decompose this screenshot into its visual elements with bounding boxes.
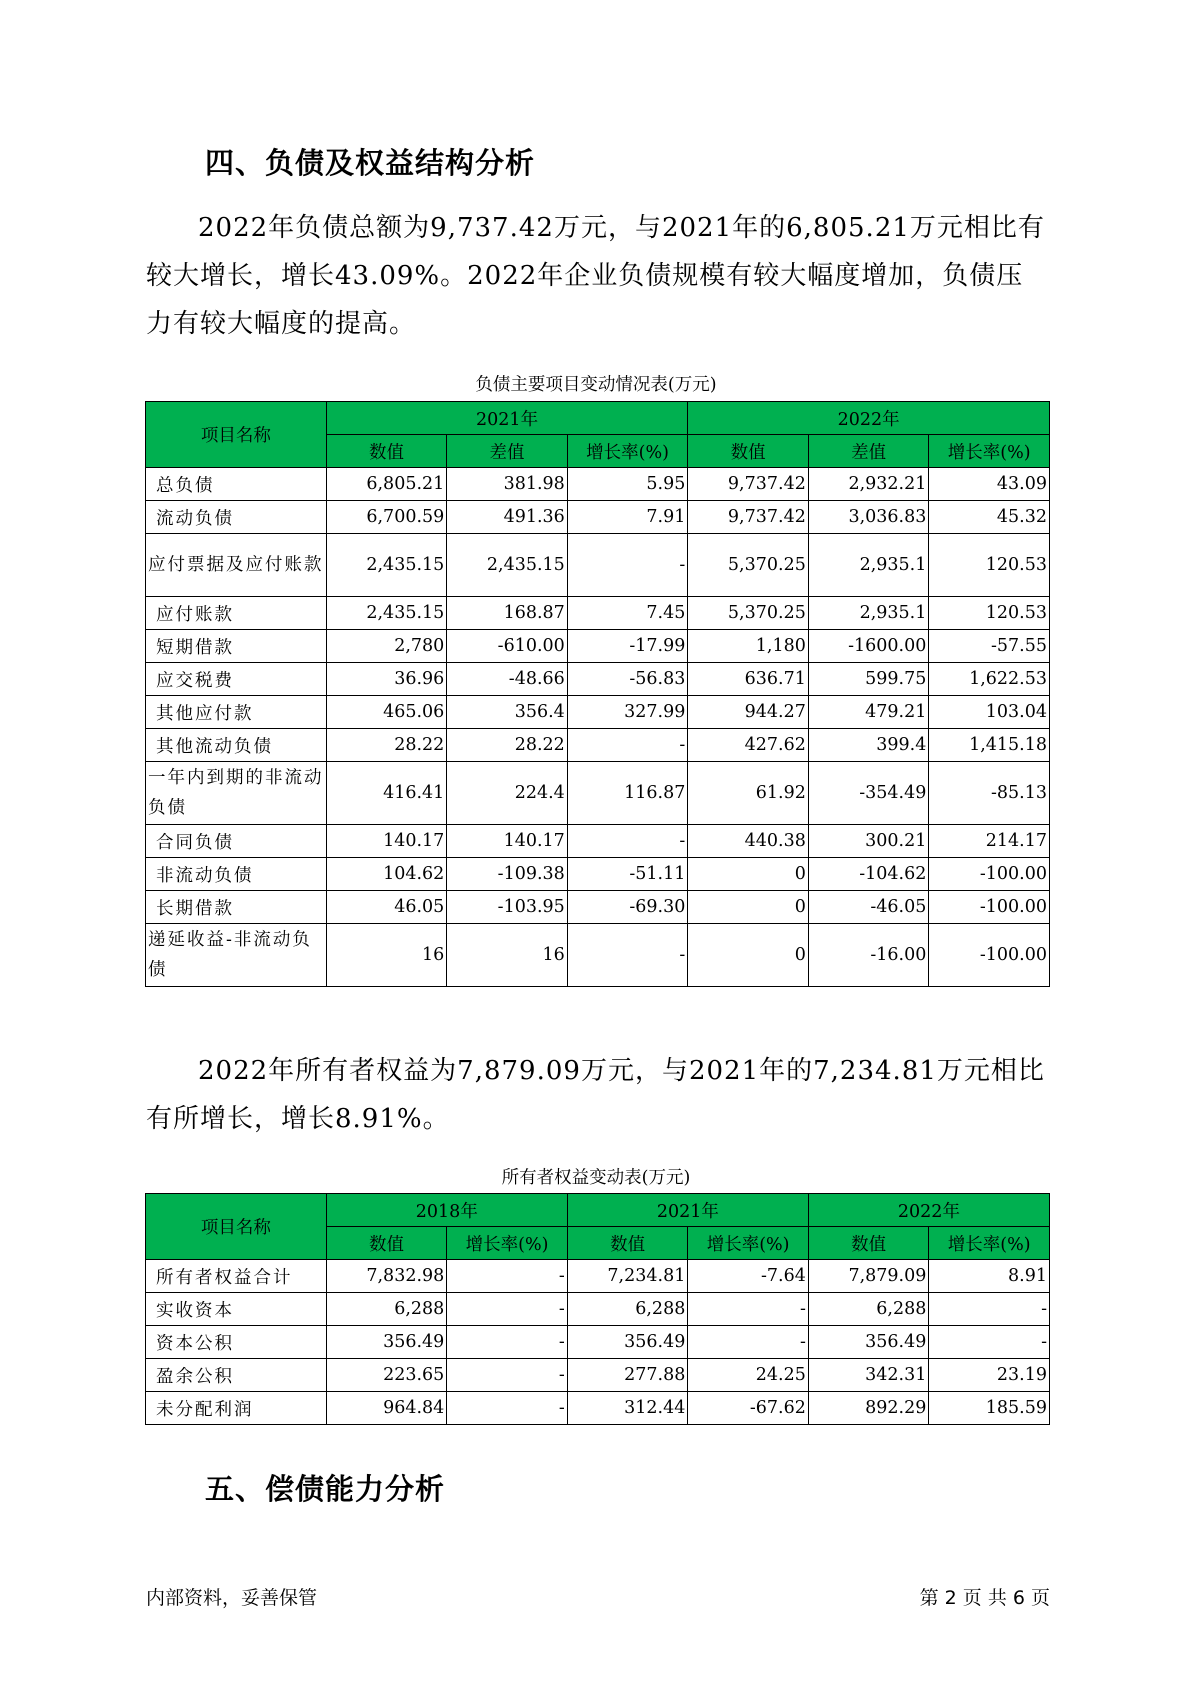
table-cell: -100.00 (929, 924, 1050, 987)
row-label: 长期借款 (146, 891, 327, 924)
table-cell: -69.30 (567, 891, 688, 924)
table-cell: 356.49 (808, 1326, 929, 1359)
table-cell: 185.59 (929, 1392, 1050, 1425)
table-cell: 0 (688, 924, 809, 987)
column-header: 数值 (808, 1227, 929, 1260)
table-cell: 43.09 (929, 468, 1050, 501)
row-label: 盈余公积 (146, 1359, 327, 1392)
year-header: 2021年 (326, 402, 688, 435)
table-row (146, 762, 1050, 825)
table-row (146, 858, 1050, 891)
table-cell: 0 (688, 891, 809, 924)
row-label: 所有者权益合计 (146, 1260, 327, 1293)
table-cell: -48.66 (447, 663, 568, 696)
table-cell: 944.27 (688, 696, 809, 729)
table-cell: 5,370.25 (688, 597, 809, 630)
table-row (146, 696, 1050, 729)
table-cell: 168.87 (447, 597, 568, 630)
table-row (146, 630, 1050, 663)
table-cell: 120.53 (929, 597, 1050, 630)
table-row (146, 501, 1050, 534)
table-cell: -109.38 (447, 858, 568, 891)
row-label: 短期借款 (146, 630, 327, 663)
table-cell: 1,415.18 (929, 729, 1050, 762)
table-cell: 2,932.21 (808, 468, 929, 501)
table-cell: 1,622.53 (929, 663, 1050, 696)
row-label: 资本公积 (146, 1326, 327, 1359)
section-heading: 四、负债及权益结构分析 (205, 146, 536, 180)
year-header: 2022年 (808, 1194, 1049, 1227)
footer-page-number: 第 2 页 共 6 页 (919, 1587, 1050, 1609)
table-cell: -67.62 (688, 1392, 809, 1425)
table-cell: - (929, 1293, 1050, 1326)
table-cell: - (447, 1326, 568, 1359)
column-header: 数值 (326, 1227, 447, 1260)
table-row (146, 1260, 1050, 1293)
table-cell: 140.17 (447, 825, 568, 858)
table-cell: -354.49 (808, 762, 929, 825)
table-cell: 6,700.59 (326, 501, 447, 534)
table-cell: 7.91 (567, 501, 688, 534)
table-cell: 7,879.09 (808, 1260, 929, 1293)
table-row (146, 924, 1050, 987)
table-cell: - (567, 825, 688, 858)
table-cell: 3,036.83 (808, 501, 929, 534)
table-cell: 224.4 (447, 762, 568, 825)
row-label: 递延收益-非流动负债 (146, 924, 327, 987)
name-header: 项目名称 (146, 402, 327, 468)
table-cell: 479.21 (808, 696, 929, 729)
table-cell: - (567, 924, 688, 987)
row-label: 一年内到期的非流动负债 (146, 762, 327, 825)
table-cell: 892.29 (808, 1392, 929, 1425)
column-header: 数值 (567, 1227, 688, 1260)
table-cell: 46.05 (326, 891, 447, 924)
table-cell: 120.53 (929, 534, 1050, 597)
row-label: 应付票据及应付账款 (146, 534, 327, 597)
table-cell: -16.00 (808, 924, 929, 987)
table-cell: 24.25 (688, 1359, 809, 1392)
column-header: 数值 (326, 435, 447, 468)
row-label: 其他流动负债 (146, 729, 327, 762)
table-cell: - (447, 1260, 568, 1293)
table-row (146, 1392, 1050, 1425)
table-cell: 2,435.15 (447, 534, 568, 597)
table-row (146, 468, 1050, 501)
table-cell: 277.88 (567, 1359, 688, 1392)
liability-table (145, 401, 1050, 987)
table-cell: -1600.00 (808, 630, 929, 663)
table-cell: 6,288 (567, 1293, 688, 1326)
equity-table (145, 1193, 1050, 1425)
table-caption: 所有者权益变动表(万元) (501, 1168, 691, 1188)
table-cell: 16 (326, 924, 447, 987)
table-cell: 28.22 (447, 729, 568, 762)
year-header: 2018年 (326, 1194, 567, 1227)
table-cell: 599.75 (808, 663, 929, 696)
table-cell: 61.92 (688, 762, 809, 825)
column-header: 数值 (688, 435, 809, 468)
table-cell: 6,288 (326, 1293, 447, 1326)
table-cell: 416.41 (326, 762, 447, 825)
table-cell: 381.98 (447, 468, 568, 501)
column-header: 差值 (447, 435, 568, 468)
table-cell: 2,435.15 (326, 597, 447, 630)
table-cell: - (688, 1326, 809, 1359)
table-row (146, 597, 1050, 630)
table-cell: 356.49 (567, 1326, 688, 1359)
table-cell: 223.65 (326, 1359, 447, 1392)
liability-summary-paragraph: 2022年负债总额为9,737.42万元，与2021年的6,805.21万元相比有较大增长，增长43.09%。2022年企业负债规模有较大幅度增加，负债压力有较大幅度的提高。 (146, 213, 1045, 339)
table-cell: 9,737.42 (688, 468, 809, 501)
table-cell: 6,805.21 (326, 468, 447, 501)
table-cell: 2,780 (326, 630, 447, 663)
table-cell: 7,832.98 (326, 1260, 447, 1293)
table-cell: 465.06 (326, 696, 447, 729)
table-cell: - (567, 729, 688, 762)
row-label: 非流动负债 (146, 858, 327, 891)
table-cell: -103.95 (447, 891, 568, 924)
table-cell: 300.21 (808, 825, 929, 858)
table-row (146, 663, 1050, 696)
table-cell: 23.19 (929, 1359, 1050, 1392)
table-cell: 214.17 (929, 825, 1050, 858)
table-cell: 440.38 (688, 825, 809, 858)
name-header: 项目名称 (146, 1194, 327, 1260)
section-heading: 五、偿债能力分析 (205, 1472, 446, 1506)
table-cell: 8.91 (929, 1260, 1050, 1293)
table-cell: 104.62 (326, 858, 447, 891)
table-cell: - (447, 1293, 568, 1326)
year-header: 2021年 (567, 1194, 808, 1227)
table-cell: -610.00 (447, 630, 568, 663)
row-label: 流动负债 (146, 501, 327, 534)
table-cell: - (447, 1392, 568, 1425)
row-label: 其他应付款 (146, 696, 327, 729)
table-cell: 342.31 (808, 1359, 929, 1392)
table-cell: -57.55 (929, 630, 1050, 663)
table-cell: - (447, 1359, 568, 1392)
footer-confidential-note: 内部资料，妥善保管 (146, 1587, 318, 1609)
table-cell: -17.99 (567, 630, 688, 663)
column-header: 差值 (808, 435, 929, 468)
table-cell: 6,288 (808, 1293, 929, 1326)
table-cell: 327.99 (567, 696, 688, 729)
table-row (146, 825, 1050, 858)
table-cell: -7.64 (688, 1260, 809, 1293)
table-cell: 16 (447, 924, 568, 987)
table-cell: 356.4 (447, 696, 568, 729)
table-cell: - (567, 534, 688, 597)
table-cell: 5.95 (567, 468, 688, 501)
table-row (146, 1326, 1050, 1359)
table-cell: 636.71 (688, 663, 809, 696)
table-cell: 9,737.42 (688, 501, 809, 534)
table-row (146, 1359, 1050, 1392)
table-cell: 2,435.15 (326, 534, 447, 597)
column-header: 增长率(%) (567, 435, 688, 468)
table-cell: 45.32 (929, 501, 1050, 534)
table-cell: 312.44 (567, 1392, 688, 1425)
column-header: 增长率(%) (929, 1227, 1050, 1260)
table-cell: -56.83 (567, 663, 688, 696)
table-cell: - (688, 1293, 809, 1326)
table-cell: -51.11 (567, 858, 688, 891)
table-cell: 964.84 (326, 1392, 447, 1425)
year-header: 2022年 (688, 402, 1050, 435)
table-cell: 116.87 (567, 762, 688, 825)
table-cell: 399.4 (808, 729, 929, 762)
table-cell: -100.00 (929, 891, 1050, 924)
table-cell: 28.22 (326, 729, 447, 762)
table-cell: -104.62 (808, 858, 929, 891)
table-row (146, 891, 1050, 924)
row-label: 未分配利润 (146, 1392, 327, 1425)
column-header: 增长率(%) (929, 435, 1050, 468)
table-cell: -100.00 (929, 858, 1050, 891)
row-label: 合同负债 (146, 825, 327, 858)
table-cell: 36.96 (326, 663, 447, 696)
table-cell: 0 (688, 858, 809, 891)
table-cell: 140.17 (326, 825, 447, 858)
table-cell: - (929, 1326, 1050, 1359)
equity-summary-paragraph: 2022年所有者权益为7,879.09万元，与2021年的7,234.81万元相比有所增长，增长8.91%。 (146, 1056, 1045, 1134)
row-label: 应交税费 (146, 663, 327, 696)
table-cell: 2,935.1 (808, 597, 929, 630)
table-cell: -46.05 (808, 891, 929, 924)
table-row (146, 1293, 1050, 1326)
column-header: 增长率(%) (688, 1227, 809, 1260)
row-label: 实收资本 (146, 1293, 327, 1326)
row-label: 应付账款 (146, 597, 327, 630)
column-header: 增长率(%) (447, 1227, 568, 1260)
table-cell: 491.36 (447, 501, 568, 534)
table-cell: 2,935.1 (808, 534, 929, 597)
table-cell: 5,370.25 (688, 534, 809, 597)
table-cell: 103.04 (929, 696, 1050, 729)
table-cell: 427.62 (688, 729, 809, 762)
table-cell: -85.13 (929, 762, 1050, 825)
table-row (146, 534, 1050, 597)
table-row (146, 729, 1050, 762)
table-cell: 356.49 (326, 1326, 447, 1359)
table-cell: 7,234.81 (567, 1260, 688, 1293)
row-label: 总负债 (146, 468, 327, 501)
table-cell: 7.45 (567, 597, 688, 630)
table-caption: 负债主要项目变动情况表(万元) (475, 375, 717, 395)
table-cell: 1,180 (688, 630, 809, 663)
